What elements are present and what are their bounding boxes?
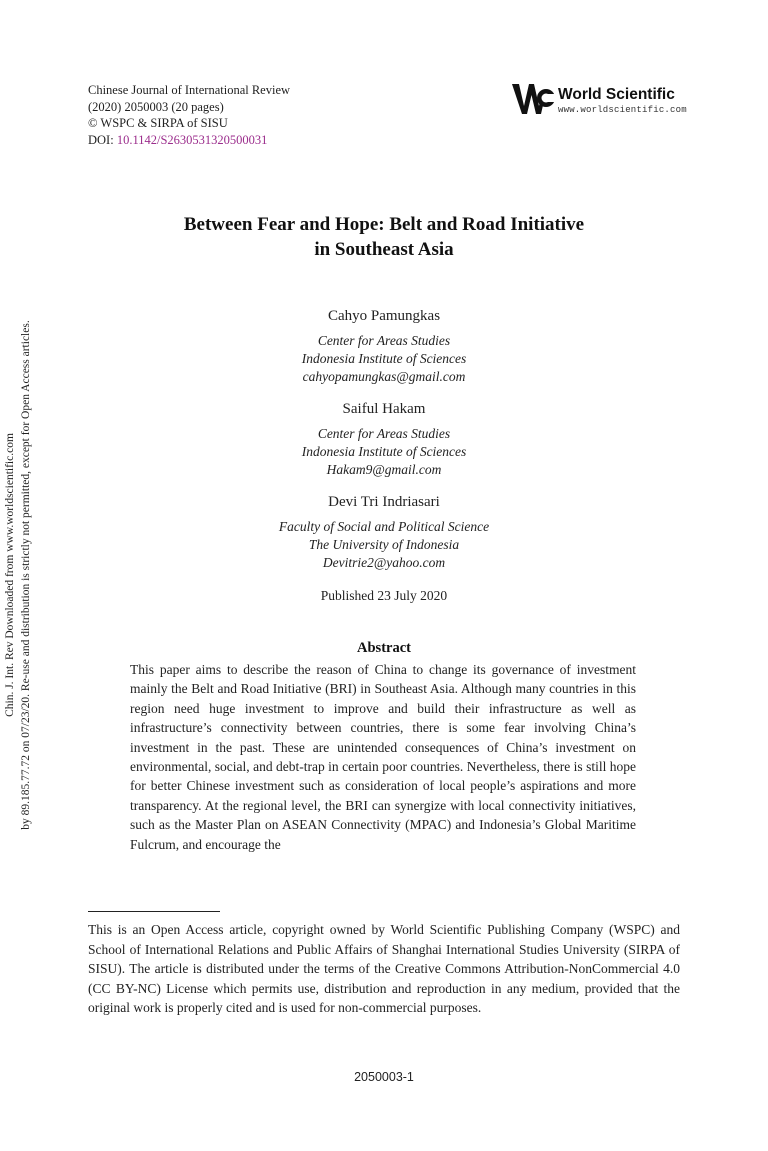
author-email: Hakam9@gmail.com <box>326 462 442 477</box>
author-1 <box>88 306 680 386</box>
footnote-rule <box>88 911 220 912</box>
author-2 <box>88 399 680 479</box>
journal-volume: (2020) 2050003 (20 pages) <box>88 99 224 114</box>
published-date: Published 23 July 2020 <box>320 588 448 603</box>
author-name: Devi Tri Indriasari <box>328 494 440 510</box>
author-affiliation: Faculty of Social and Political Science <box>278 519 490 534</box>
doi-link[interactable]: 10.1142/S2630531320500031 <box>116 132 268 147</box>
doi-label: DOI: <box>88 132 114 147</box>
author-affiliation: Center for Areas Studies <box>317 333 451 348</box>
publisher-logo <box>512 80 687 120</box>
author-institution: Indonesia Institute of Sciences <box>301 351 467 366</box>
abstract-text: This paper aims to describe the reason of China to change its governance of investment mainly the Belt and Road Initiative (BRI) in Southeast Asia. Although many countries in this region need huge investment to improve and build their infrastructure as well as infrastructure’s connectivity between countries, there is some fear involving China’s investment in the past. These are unintended consequences of China’s investment on environmental, social, and debt-trap in certain poor countries. Nevertheless, there is still hope for better Chinese investment such as consideration of local people’s aspirations and more transparency. At the regional level, the BRI can synergize with local connectivity initiatives, such as the Master Plan on ASEAN Connectivity (MPAC) and Indonesia’s Global Maritime Fulcrum, and encourage the <box>130 662 636 852</box>
journal-header <box>88 82 290 148</box>
logo-url: www.worldscientific.com <box>558 105 687 115</box>
doi-line <box>88 132 290 149</box>
side-note-line-1: Chin. J. Int. Rev Downloaded from www.worldscientific.com <box>4 433 16 717</box>
abstract-heading: Abstract <box>357 640 411 656</box>
world-scientific-logo-icon <box>512 80 556 118</box>
author-email: Devitrie2@yahoo.com <box>322 555 446 570</box>
author-institution: The University of Indonesia <box>308 537 460 552</box>
author-email: cahyopamungkas@gmail.com <box>302 369 466 384</box>
logo-name: World Scientific <box>558 86 675 103</box>
author-affiliation: Center for Areas Studies <box>317 426 451 441</box>
journal-name: Chinese Journal of International Review <box>88 83 291 97</box>
download-side-note <box>2 285 42 865</box>
title-line-2: in Southeast Asia <box>314 239 454 260</box>
author-name: Saiful Hakam <box>342 401 426 417</box>
author-3 <box>88 492 680 572</box>
article-title <box>88 212 680 262</box>
author-name: Cahyo Pamungkas <box>327 308 441 324</box>
open-access-footnote: This is an Open Access article, copyright owned by World Scientific Publishing Company (WSPC) and School of International Relations and Public Affairs of Shanghai International Studies University (SIRPA of SISU). The article is distributed under the terms of the Creative Commons Attribution-NonCommercial 4.0 (CC BY-NC) License which permits use, distribution and reproduction in any medium, provided that the original work is properly cited and is used for non-commercial purposes. <box>88 922 680 1016</box>
page-number: 2050003-1 <box>354 1070 414 1084</box>
side-note-line-2: by 89.185.77.72 on 07/23/20. Re-use and distribution is strictly not permitted, except for Open Access articles. <box>20 320 32 830</box>
title-line-1: Between Fear and Hope: Belt and Road Initiative <box>183 214 585 235</box>
author-institution: Indonesia Institute of Sciences <box>301 444 467 459</box>
journal-copyright: © WSPC & SIRPA of SISU <box>88 116 228 130</box>
